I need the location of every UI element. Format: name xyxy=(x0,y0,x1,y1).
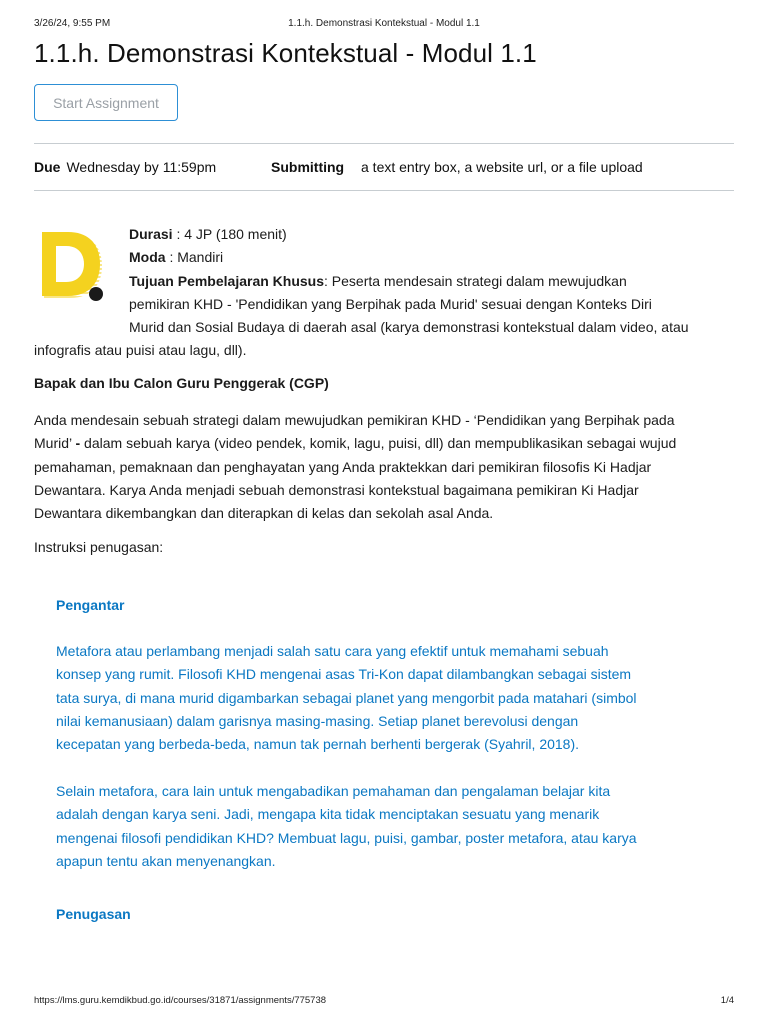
due-label: Due xyxy=(34,159,61,175)
moda-label: Moda xyxy=(129,249,166,266)
durasi-label: Durasi xyxy=(129,226,173,242)
cgp-heading: Bapak dan Ibu Calon Guru Penggerak (CGP) xyxy=(34,375,329,391)
print-page-number: 1/4 xyxy=(720,995,734,1006)
body-paragraph xyxy=(34,409,734,525)
pengantar-heading: Pengantar xyxy=(56,597,125,613)
body-line: Dewantara dikembangkan dan diterapkan di kelas dan sekolah asal Anda. xyxy=(34,505,494,522)
instruksi-label: Instruksi penugasan: xyxy=(34,539,164,555)
tujuan-text: : Peserta mendesain strategi dalam mewujudkan xyxy=(324,272,627,289)
tujuan-label: Tujuan Pembelajaran Khusus xyxy=(129,272,325,289)
pengantar-paragraph-1: Metafora atau perlambang menjadi salah satu cara yang efektif untuk memahami sebuah konsep yang rumit. Filosofi KHD mengenai asas Tri-Kon dapat dilambangkan sebagai sistem tata surya, di mana murid digambarkan sebagai planet yang mengorbit pada matahari (simbol nilai kemanusiaan) dalam garisnya masing-masing. Setiap planet berevolusi dengan kecepatan yang berbeda-beda, namun tak pernah berhenti bergerak (Syahril, 2018). xyxy=(56,643,637,753)
submitting-value: a text entry box, a website url, or a file upload xyxy=(361,159,643,175)
d-letter-logo-icon xyxy=(36,224,112,308)
divider xyxy=(34,143,734,144)
submitting-label: Submitting xyxy=(271,159,345,175)
print-url: https://lms.guru.kemdikbud.go.id/courses/31871/assignments/775738 xyxy=(34,995,327,1006)
tujuan-text: pemikiran KHD - 'Pendidikan yang Berpihak pada Murid' sesuai dengan Konteks Diri xyxy=(129,295,652,312)
due-value: Wednesday by 11:59pm xyxy=(66,159,217,175)
divider xyxy=(34,190,734,191)
body-line: Anda mendesain sebuah strategi dalam mewujudkan pemikiran KHD - ‘Pendidikan yang Berpihak pada xyxy=(34,412,675,428)
page-title: 1.1.h. Demonstrasi Kontekstual - Modul 1.1 xyxy=(34,38,537,68)
print-header xyxy=(34,18,734,32)
tujuan-text: infografis atau puisi atau lagu, dll). xyxy=(34,342,247,359)
pengantar-paragraph-2: Selain metafora, cara lain untuk mengabadikan pemahaman dan pengalaman belajar kita adalah dengan karya seni. Jadi, mengapa kita tidak menciptakan sesuatu yang menarik mengenai filosofi pendidikan KHD? Membuat lagu, puisi, gambar, poster metafora, atau karya apapun tentu akan menyenangkan. xyxy=(56,783,637,869)
penugasan-heading: Penugasan xyxy=(56,906,131,922)
body-line: pemahaman, pemaknaan dan penghayatan yang Anda praktekkan dari pemikiran filosofis Ki Hadjar xyxy=(34,458,652,475)
moda-value: : Mandiri xyxy=(165,249,224,266)
durasi-value: : 4 JP (180 menit) xyxy=(172,226,287,242)
print-doc-title: 1.1.h. Demonstrasi Kontekstual - Modul 1.1 xyxy=(288,18,480,29)
start-assignment-button[interactable]: Start Assignment xyxy=(34,84,178,121)
intro-block xyxy=(34,223,739,363)
body-line: Dewantara. Karya Anda menjadi sebuah demonstrasi kontekstual bagaimana pemikiran Ki Hadjar xyxy=(34,481,639,498)
tujuan-text: Murid dan Sosial Budaya di daerah asal (karya demonstrasi kontekstual dalam video, atau xyxy=(129,319,689,336)
body-line: Murid’ - dalam sebuah karya (video pendek, komik, lagu, puisi, dll) dan mempublikasikan sebagai wujud xyxy=(34,435,677,452)
assignment-details xyxy=(34,159,643,175)
print-date: 3/26/24, 9:55 PM xyxy=(34,18,111,29)
